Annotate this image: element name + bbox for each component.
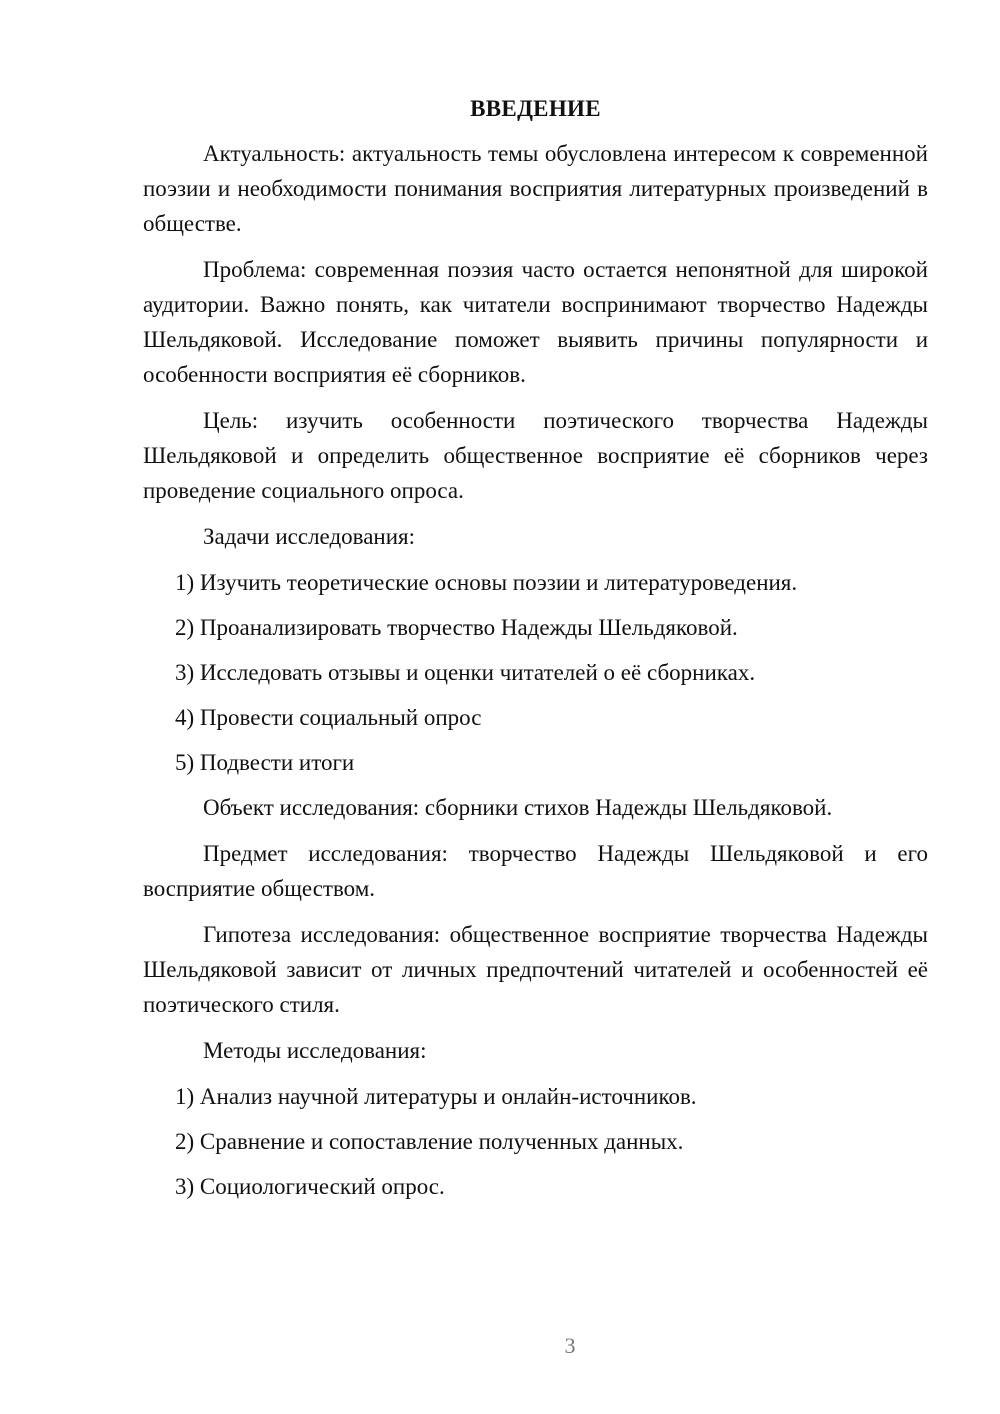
list-item: 4) Провести социальный опрос xyxy=(175,705,482,730)
page-title: ВВЕДЕНИЕ xyxy=(470,96,601,121)
tasks-list xyxy=(143,565,928,780)
hypothesis-paragraph: Гипотеза исследования: общественное восприятие творчества Надежды Шельдяковой зависит от личных предпочтений читателей и особенностей её поэтического стиля. xyxy=(143,922,928,1017)
goal-paragraph: Цель: изучить особенности поэтического творчества Надежды Шельдяковой и определить общественное восприятие её сборников через проведение социального опроса. xyxy=(143,408,928,503)
relevance-paragraph: Актуальность: актуальность темы обусловлена интересом к современной поэзии и необходимости понимания восприятия литературных произведений в обществе. xyxy=(143,141,928,236)
page-content xyxy=(143,94,928,1214)
list-item: 5) Подвести итоги xyxy=(175,750,355,775)
subject-paragraph: Предмет исследования: творчество Надежды Шельдяковой и его восприятие обществом. xyxy=(143,841,928,901)
list-item: 2) Сравнение и сопоставление полученных данных. xyxy=(175,1129,684,1154)
list-item: 3) Социологический опрос. xyxy=(175,1174,445,1199)
list-item: 3) Исследовать отзывы и оценки читателей о её сборниках. xyxy=(175,660,756,685)
tasks-heading: Задачи исследования: xyxy=(203,524,416,549)
problem-paragraph: Проблема: современная поэзия часто остается непонятной для широкой аудитории. Важно понять, как читатели воспринимают творчество Надежды Шельдяковой. Исследование поможет выявить причины популярности и особенности восприятия её сборников. xyxy=(143,257,928,387)
object-paragraph: Объект исследования: сборники стихов Надежды Шельдяковой. xyxy=(203,795,833,820)
page-number: 3 xyxy=(564,1333,576,1358)
methods-heading: Методы исследования: xyxy=(203,1038,427,1063)
methods-list xyxy=(143,1079,928,1204)
list-item: 1) Изучить теоретические основы поэзии и литературоведения. xyxy=(175,570,798,595)
list-item: 2) Проанализировать творчество Надежды Шельдяковой. xyxy=(175,615,738,640)
list-item: 1) Анализ научной литературы и онлайн-источников. xyxy=(175,1084,697,1109)
